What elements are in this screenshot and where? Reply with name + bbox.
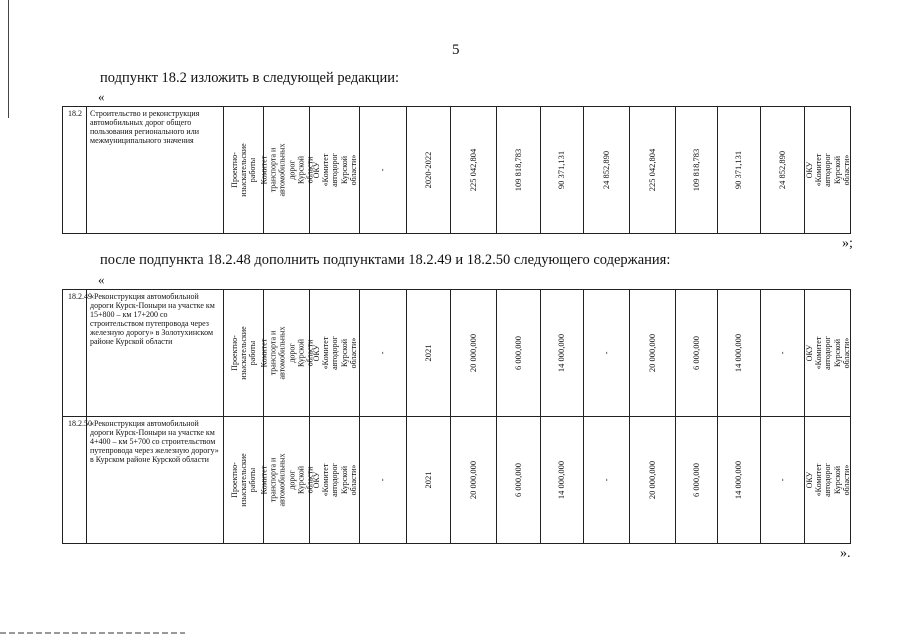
cell-text-v7: 14 000,000	[733, 333, 744, 373]
cell-text-period: 2020-2022	[422, 151, 433, 189]
cell-v8	[761, 290, 805, 417]
cell-text-v4: -	[600, 478, 611, 482]
cell-text-executor: ОКУ «Комитет автодорог Курской области»	[311, 153, 358, 187]
cell-v1	[451, 107, 497, 234]
close-quote-1: »;	[842, 236, 853, 251]
cell-text-v2: 6 000,000	[512, 336, 523, 370]
cell-v1	[451, 417, 497, 544]
cell-v8	[761, 107, 805, 234]
open-quote-2: «	[98, 272, 105, 287]
cell-text-v3: 14 000,000	[556, 460, 567, 500]
cell-text-v3: 90 371,131	[556, 150, 567, 190]
cell-v7	[718, 290, 761, 417]
cell-v8	[761, 417, 805, 544]
cell-dash	[360, 417, 407, 544]
cell-v6	[676, 107, 718, 234]
cell-text-customer: Комитет транспорта и автомобильных дорог Курской области	[258, 453, 314, 507]
cell-text-dash: -	[377, 351, 388, 355]
cell-text-dash: -	[377, 168, 388, 172]
table-row	[63, 417, 851, 544]
cell-text-v8: -	[776, 351, 787, 355]
cell-name: «Реконструкция автомобильной дороги Курск-Поныри на участке км 4+400 – км 5+700 со строительством путепровода через железную дорогу» в Курском районе Курской области	[87, 417, 224, 544]
cell-text-v7: 14 000,000	[733, 460, 744, 500]
cell-v6	[676, 290, 718, 417]
cell-text-v8: 24 852,890	[776, 150, 787, 190]
cell-work-type	[224, 107, 264, 234]
cell-text-v6: 6 000,000	[690, 336, 701, 370]
cell-text-v8: -	[776, 478, 787, 482]
cell-v1	[451, 290, 497, 417]
cell-recipient	[805, 107, 851, 234]
cell-recipient	[805, 290, 851, 417]
cell-text-customer: Комитет транспорта и автомобильных дорог Курской области	[258, 326, 314, 380]
cell-text-period: 2021	[422, 471, 433, 489]
cell-v3	[541, 290, 584, 417]
cell-v4	[584, 417, 630, 544]
cell-v4	[584, 290, 630, 417]
cell-text-v1: 20 000,000	[467, 460, 478, 500]
cell-text-v1: 225 042,804	[467, 148, 478, 192]
cell-v5	[630, 107, 676, 234]
cell-text-period: 2021	[422, 344, 433, 362]
scan-artifact-line	[0, 632, 185, 634]
cell-v3	[541, 107, 584, 234]
cell-text-executor: ОКУ «Комитет автодорог Курской области»	[311, 336, 358, 370]
cell-v2	[497, 290, 541, 417]
cell-text-v5: 225 042,804	[646, 148, 657, 192]
cell-v4	[584, 107, 630, 234]
cell-executor	[310, 290, 360, 417]
instruction-text-2: после подпункта 18.2.48 дополнить подпунктами 18.2.49 и 18.2.50 следующего содержания:	[100, 252, 671, 268]
cell-v6	[676, 417, 718, 544]
cell-dash	[360, 290, 407, 417]
cell-v5	[630, 290, 676, 417]
cell-customer	[258, 417, 314, 544]
open-quote-1: «	[98, 89, 105, 104]
cell-text-recipient: ОКУ «Комитет автодорог Курской области»	[804, 336, 851, 370]
cell-period	[407, 417, 451, 544]
cell-text-v5: 20 000,000	[646, 333, 657, 373]
table-2	[62, 289, 851, 544]
cell-v7	[718, 417, 761, 544]
cell-text-v2: 109 818,783	[512, 148, 523, 192]
cell-period	[407, 290, 451, 417]
cell-text-executor: ОКУ «Комитет автодорог Курской области»	[311, 463, 358, 497]
cell-executor	[310, 107, 360, 234]
cell-work-type	[224, 417, 264, 544]
cell-text-v3: 14 000,000	[556, 333, 567, 373]
cell-text-v6: 109 818,783	[690, 148, 701, 192]
cell-text-v5: 20 000,000	[646, 460, 657, 500]
cell-dash	[360, 107, 407, 234]
table-row	[63, 290, 851, 417]
cell-text-v7: 90 371,131	[733, 150, 744, 190]
instruction-text-1: подпункт 18.2 изложить в следующей редакции:	[100, 70, 400, 86]
cell-text-v6: 6 000,000	[690, 463, 701, 497]
table-1	[62, 106, 851, 234]
cell-v7	[718, 107, 761, 234]
cell-text-customer: Комитет транспорта и автомобильных дорог Курской области	[258, 143, 314, 197]
page-number: 5	[452, 42, 460, 58]
cell-name: «Реконструкция автомобильной дороги Курск-Поныри на участке км 15+800 – км 17+200 со строительством путепровода через железную дорогу» в Золотухинском районе Курской области	[87, 290, 224, 417]
cell-customer	[258, 290, 314, 417]
table-row	[63, 107, 851, 234]
cell-text-v4: 24 852,890	[600, 150, 611, 190]
cell-executor	[310, 417, 360, 544]
cell-v5	[630, 417, 676, 544]
close-quote-2: ».	[840, 546, 851, 561]
cell-text-work-type: Проектно- изыскательские работы	[229, 143, 258, 197]
cell-text-recipient: ОКУ «Комитет автодорог Курской области»	[804, 153, 851, 187]
cell-v2	[497, 417, 541, 544]
cell-text-v2: 6 000,000	[512, 463, 523, 497]
cell-v2	[497, 107, 541, 234]
cell-v3	[541, 417, 584, 544]
cell-work-type	[224, 290, 264, 417]
cell-text-v4: -	[600, 351, 611, 355]
cell-num: 18.2	[63, 107, 87, 234]
cell-num: 18.2.49	[63, 290, 87, 417]
cell-period	[407, 107, 451, 234]
cell-text-work-type: Проектно- изыскательские работы	[229, 326, 258, 380]
cell-text-v1: 20 000,000	[467, 333, 478, 373]
cell-num: 18.2.50	[63, 417, 87, 544]
page-edge-line	[8, 0, 9, 118]
cell-recipient	[805, 417, 851, 544]
cell-customer	[258, 107, 314, 234]
cell-name: Строительство и реконструкция автомобильных дорог общего пользования регионального или межмуниципального значения	[87, 107, 224, 234]
cell-text-work-type: Проектно- изыскательские работы	[229, 453, 258, 507]
cell-text-dash: -	[377, 478, 388, 482]
cell-text-recipient: ОКУ «Комитет автодорог Курской области»	[804, 463, 851, 497]
